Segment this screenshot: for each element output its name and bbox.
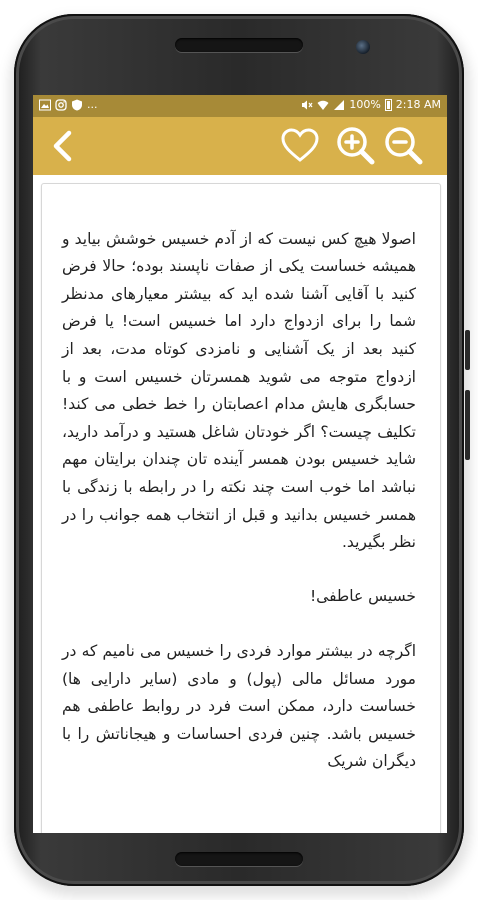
notification-icons	[39, 99, 98, 111]
system-status	[301, 98, 441, 111]
article-paragraph: اگرچه در بیشتر موارد فردی را خسیس می نامیم که در مورد مسائل مالی (پول) و مادی (سایر دارایی ها) خساست دارد، ممکن است فرد در روابط عاطفی هم خسیس باشد. چنین فردی احساسات و هیجاناتش را با دیگران شریک	[62, 641, 416, 771]
zoom-out-button[interactable]	[383, 125, 425, 167]
app-toolbar	[33, 117, 447, 175]
volume-button[interactable]	[465, 390, 470, 460]
article-text[interactable]	[62, 198, 416, 776]
favorite-button[interactable]	[279, 125, 321, 167]
status-bar	[33, 95, 447, 117]
zoom-in-icon	[335, 125, 377, 167]
power-button[interactable]	[465, 330, 470, 370]
zoom-out-icon	[383, 125, 425, 167]
section-heading: خسیس عاطفی!	[309, 586, 416, 605]
article-paragraph: اصولا هیچ کس نیست که از آدم خسیس خوشش بیاید و همیشه خساست یکی از صفات ناپسند بوده؛ حالا فرض کنید با آقایی آشنا شده اید که بیشتر معیارهای مدنظر شما را برای ازدواج دارد اما خسیس است! یا فرض کنید بعد از یک آشنایی و نامزدی کوتاه مدت، بعد از ازدواج متوجه می شوید همسرتان خسیس است و با حسابگری هایش مدام اعصابتان را خط خطی می کند! تکلیف چیست؟ اگر خودتان شاغل هستید و درآمد دارید، شاید خسیس بودن همسر آینده تان چندان برایتان مهم نباشد اما خوب است چند نکته را در رابطه با زندگی با همسر خسیس بدانید و قبل از انتخاب همه جوانب را در نظر بگیرید.	[62, 229, 416, 552]
article-card	[41, 183, 441, 833]
mute-icon	[301, 99, 313, 111]
battery-percent: 100%	[349, 98, 381, 111]
top-speaker	[175, 38, 303, 52]
shield-icon	[71, 99, 83, 111]
heart-icon	[279, 125, 321, 167]
image-icon	[39, 99, 51, 111]
battery-icon	[385, 99, 392, 111]
bottom-speaker	[175, 852, 303, 866]
app-screen	[33, 95, 447, 833]
zoom-in-button[interactable]	[335, 125, 377, 167]
signal-icon	[333, 99, 345, 111]
wifi-icon	[317, 99, 329, 111]
chevron-left-icon	[43, 125, 85, 167]
clock: 2:18 AM	[395, 98, 441, 111]
back-button[interactable]	[43, 125, 85, 167]
more-notifications: ...	[87, 98, 98, 111]
instagram-icon	[55, 99, 67, 111]
front-camera	[356, 40, 370, 54]
